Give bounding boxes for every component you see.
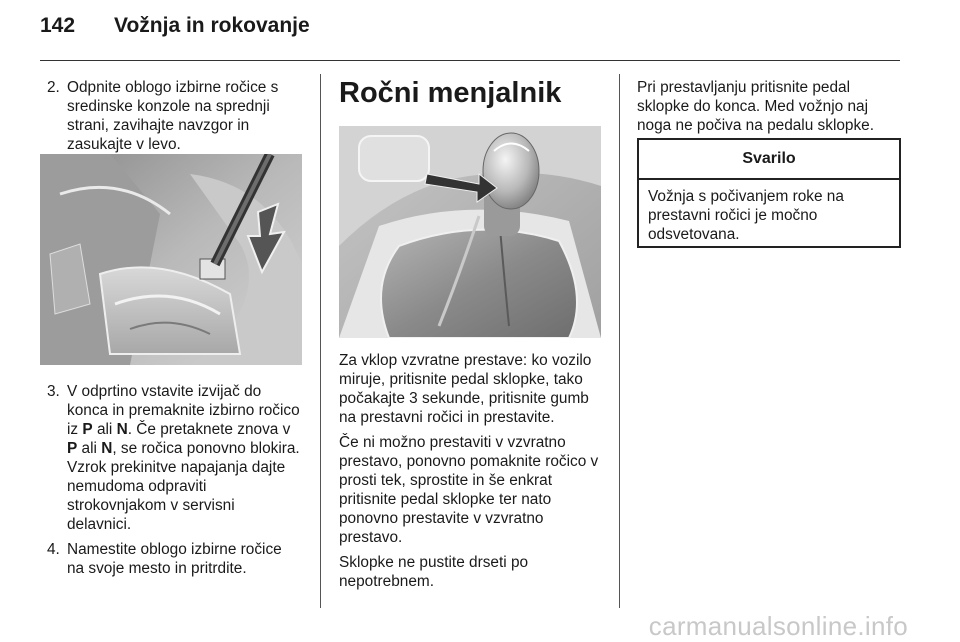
page-number: 142: [40, 14, 76, 37]
paragraph-reverse-retry: Če ni možno prestaviti v vzvratno prestavo, ponovno pomaknite ročico v prosti tek, sprostite in še enkrat pritisnite pedal sklopke ter nato ponovno prestavite v vzvratno prestavo.: [339, 434, 599, 546]
paragraph-reverse-gear: Za vklop vzvratne prestave: ko vozilo miruje, pritisnite pedal sklopke, tako počakajte 3 sekunde, pritisnite gumb na prestavni ročici in prestavite.: [339, 352, 592, 426]
step-3-number: 3.: [47, 383, 60, 400]
column-divider-1: [320, 74, 321, 608]
column-divider-2: [619, 74, 620, 608]
paragraph-clutch-pedal: Pri prestavljanju pritisnite pedal sklopke do konca. Med vožnjo naj noga ne počiva na pedalu sklopke.: [637, 79, 875, 134]
figure-screwdriver: [40, 154, 302, 365]
step-3-text-b: ali: [92, 421, 117, 438]
page-header: [40, 14, 310, 38]
header-rule: [40, 60, 900, 61]
figure-gear-knob: [339, 126, 601, 338]
warning-box: [637, 138, 901, 248]
warning-text: Vožnja s počivanjem roke na prestavni ročici je močno odsvetovana.: [648, 188, 844, 243]
step-3: [40, 382, 302, 534]
step-4: [40, 540, 302, 578]
step-2-text: Odpnite oblogo izbirne ročice s sredinske konzole na sprednji strani, zavihajte navzgor in zasukajte v levo.: [67, 79, 279, 153]
step-3-text-c: . Če pretaknete znova v: [127, 421, 291, 438]
gear-p: P: [82, 421, 93, 438]
step-2: [40, 78, 302, 154]
left-column-bottom: [40, 382, 302, 584]
paragraph-clutch-slip: Sklopke ne pustite drseti po nepotrebnem.: [339, 554, 529, 590]
gear-n: N: [116, 421, 128, 438]
section-heading: Ročni menjalnik: [339, 77, 562, 109]
gear-n-2: N: [101, 440, 113, 457]
right-column-text: [637, 78, 901, 141]
middle-column-text: [339, 351, 604, 597]
step-4-text: Namestite oblogo izbirne ročice na svoje mesto in pritrdite.: [67, 541, 282, 577]
page-title: Vožnja in rokovanje: [114, 14, 310, 37]
gear-p-2: P: [67, 440, 78, 457]
watermark: carmanualsonline.info: [648, 611, 908, 641]
step-3-text-d: ali: [77, 440, 102, 457]
middle-column-top: [339, 76, 601, 110]
warning-title: Svarilo: [639, 140, 899, 180]
step-3-text-a: V odprtino vstavite izvijač do konca in premaknite izbirno ročico iz: [67, 383, 300, 438]
step-2-number: 2.: [47, 79, 60, 96]
left-column-top: [40, 78, 302, 154]
step-3-text-e: , se ročica ponovno blokira. Vzrok prekinitve napajanja dajte nemudoma odpraviti strokovnjakom v servisni delavnici.: [67, 440, 300, 533]
step-4-number: 4.: [47, 541, 60, 558]
